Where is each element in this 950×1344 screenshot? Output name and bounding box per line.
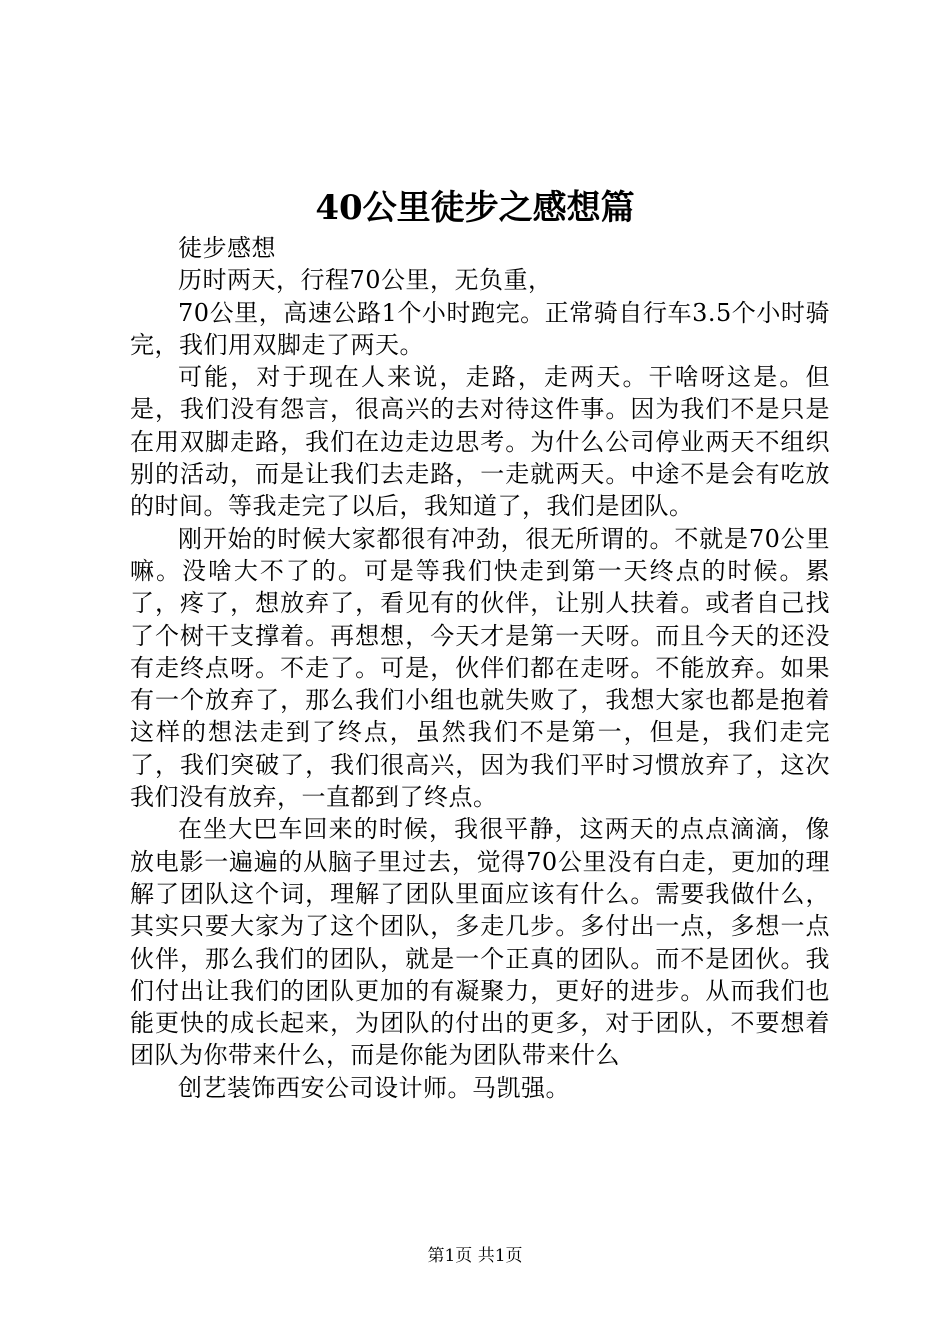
document-title: 40公里徒步之感想篇 (315, 188, 635, 228)
paragraph-distance: 70公里，高速公路1个小时跑完。正常骑自行车3.5个小时骑完，我们用双脚走了两天。 (130, 298, 830, 359)
paragraph-conclusion: 在坐大巴车回来的时候，我很平静，这两天的点点滴滴，像放电影一遍遍的从脑子里过去，觉得70公里没有白走，更加的理解了团队这个词，理解了团队里面应该有什么。需要我做什么，其实只要大家为了这个团队，多走几步。多付出一点，多想一点伙伴，那么我们的团队，就是一个正真的团队。而不是团伙。我们付出让我们的团队更加的有凝聚力，更好的进步。从而我们也能更快的成长起来，为团队的付出的更多，对于团队，不要想着团队为你带来什么，而是你能为团队带来什么 (130, 815, 830, 1070)
paragraph-heading: 徒步感想 (178, 234, 276, 262)
paragraph-journey: 刚开始的时候大家都很有冲劲，很无所谓的。不就是70公里嘛。没啥大不了的。可是等我们快走到第一天终点的时候。累了，疼了，想放弃了，看见有的伙伴，让别人扶着。或者自己找了个树干支撑着。再想想，今天才是第一天呀。而且今天的还没有走终点呀。不走了。可是，伙伴们都在走呀。不能放弃。如果有一个放弃了，那么我们小组也就失败了，我想大家也都是抱着这样的想法走到了终点，虽然我们不是第一，但是，我们走完了，我们突破了，我们很高兴，因为我们平时习惯放弃了，这次我们没有放弃，一直都到了终点。 (130, 524, 830, 812)
paragraph-signature: 创艺装饰西安公司设计师。马凯强。 (178, 1073, 570, 1102)
paragraph-intro: 历时两天，行程70公里，无负重， (178, 266, 553, 295)
paragraph-reflection: 可能，对于现在人来说，走路，走两天。干啥呀这是。但是，我们没有怨言，很高兴的去对待这件事。因为我们不是只是在用双脚走路，我们在边走边思考。为什么公司停业两天不组织别的活动，而是让我们去走路，一走就两天。中途不是会有吃放的时间。等我走完了以后，我知道了，我们是团队。 (130, 363, 830, 521)
page-number-footer: 第1页 共1页 (427, 1246, 523, 1266)
document-body (130, 232, 830, 1104)
